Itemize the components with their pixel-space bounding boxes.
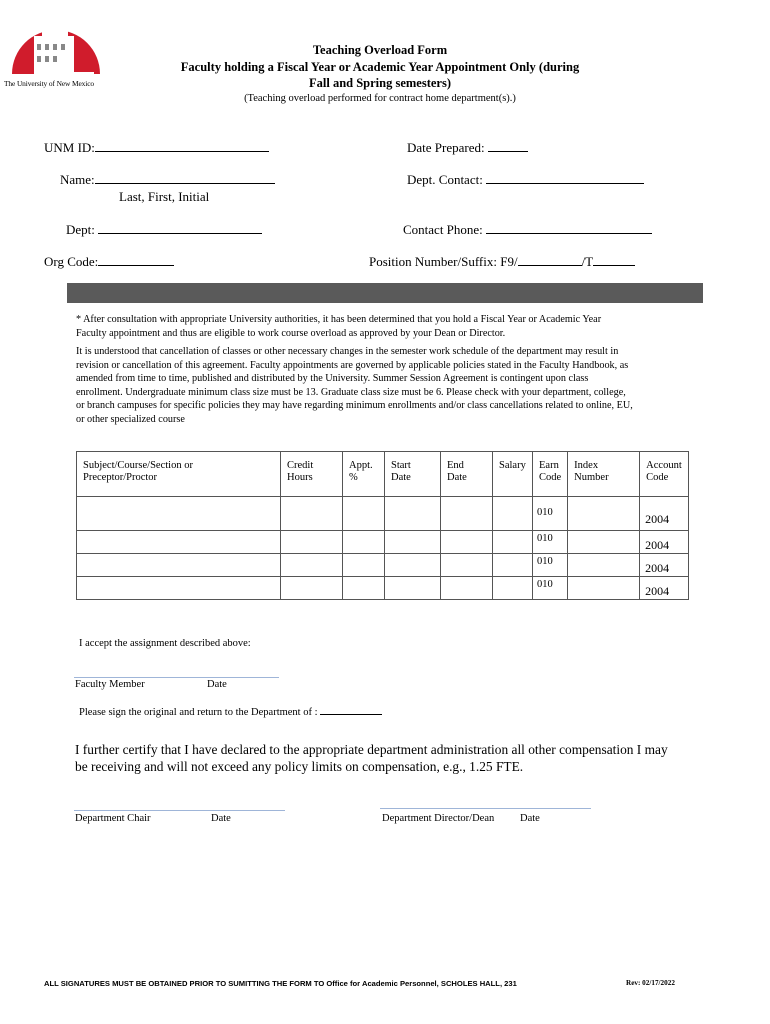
form-title-line2: Faculty holding a Fiscal Year or Academic Year Appointment Only (during	[180, 60, 580, 74]
dept-field[interactable]	[66, 221, 262, 238]
account-code-cell: 2004	[640, 577, 689, 600]
appt-cell[interactable]	[343, 577, 385, 600]
director-dean-label: Department Director/Dean	[382, 813, 495, 824]
org-code-label: Org Code:	[44, 254, 99, 269]
table-header-row	[77, 452, 689, 497]
table-row	[77, 531, 689, 554]
contact-phone-label: Contact Phone:	[403, 222, 483, 237]
end-cell[interactable]	[441, 497, 493, 531]
earn-code-cell: 010	[533, 531, 568, 554]
signature-notice: ALL SIGNATURES MUST BE OBTAINED PRIOR TO SUMITTING THE FORM TO Office for Academic Personnel, SCHOLES HALL, 231	[44, 979, 517, 988]
dept-contact-label: Dept. Contact:	[407, 172, 483, 187]
col-header-end-date: End Date	[441, 452, 493, 497]
table-row	[77, 577, 689, 600]
salary-cell[interactable]	[493, 497, 533, 531]
earn-code-cell: 010	[533, 497, 568, 531]
dept-contact-field[interactable]	[407, 171, 644, 188]
start-cell[interactable]	[385, 497, 441, 531]
faculty-member-label: Faculty Member	[75, 679, 145, 690]
appt-cell[interactable]	[343, 554, 385, 577]
credit-cell[interactable]	[281, 577, 343, 600]
index-cell[interactable]	[568, 577, 640, 600]
p2-line1: It is understood that cancellation of classes or other necessary changes in the semester work schedule of the department may result in	[76, 346, 619, 357]
account-code-cell: 2004	[640, 497, 689, 531]
appt-cell[interactable]	[343, 531, 385, 554]
appt-cell[interactable]	[343, 497, 385, 531]
return-department-input[interactable]	[320, 704, 382, 715]
subject-cell[interactable]	[77, 497, 281, 531]
department-chair-label: Department Chair	[75, 813, 151, 824]
table-row	[77, 497, 689, 531]
col-header-earn-code: Earn Code	[533, 452, 568, 497]
p2-line4: enrollment. Undergraduate minimum class size must be 13. Graduate class size must be 6. Please check with your department, college,	[76, 386, 626, 398]
p1-line2: Faculty appointment and thus are eligible to work course overload as approved by your Dean or Director.	[76, 327, 506, 339]
date-prepared-label: Date Prepared:	[407, 140, 485, 155]
col-header-salary: Salary	[493, 452, 533, 497]
chair-date-label: Date	[211, 813, 231, 824]
start-cell[interactable]	[385, 531, 441, 554]
credit-cell[interactable]	[281, 554, 343, 577]
p1-line1: * After consultation with appropriate University authorities, it has been determined that you hold a Fiscal Year or Academic Year	[76, 314, 602, 325]
position-number-field[interactable]	[369, 253, 635, 270]
end-cell[interactable]	[441, 531, 493, 554]
position-number-label: Position Number/Suffix: F9/	[369, 254, 518, 269]
subject-cell[interactable]	[77, 577, 281, 600]
account-code-cell: 2004	[640, 531, 689, 554]
director-signature-line[interactable]	[380, 808, 591, 809]
col-header-index-number: Index Number	[568, 452, 640, 497]
name-field[interactable]	[60, 171, 275, 188]
form-title-line1: Teaching Overload Form	[312, 43, 448, 57]
p2-line5: or branch campuses for specific policies they may have regarding minimum enrollments and/or class cancellations related to online, EU,	[76, 400, 633, 412]
position-suffix-label: /T	[581, 254, 594, 269]
unm-logo-graphic	[4, 14, 104, 76]
p2-line6: or other specialized course	[76, 413, 185, 425]
credit-cell[interactable]	[281, 497, 343, 531]
start-cell[interactable]	[385, 577, 441, 600]
unm-id-field[interactable]	[44, 139, 269, 156]
revision-date: Rev: 02/17/2022	[626, 979, 675, 987]
col-header-credit-hours: Credit Hours	[281, 452, 343, 497]
index-cell[interactable]	[568, 554, 640, 577]
col-header-account-code: Account Code	[640, 452, 689, 497]
logo-caption: The University of New Mexico	[4, 79, 94, 88]
policy-paragraph	[76, 345, 706, 427]
eligibility-paragraph	[76, 313, 706, 340]
account-code-cell: 2004	[640, 554, 689, 577]
name-hint: Last, First, Initial	[119, 189, 210, 204]
index-cell[interactable]	[568, 497, 640, 531]
start-cell[interactable]	[385, 554, 441, 577]
p2-line3: amended from time to time, published and distributed by the University. Summer Session Agreement is contingent upon class	[76, 373, 589, 385]
director-date-label: Date	[520, 813, 540, 824]
certification-text: I further certify that I have declared to the appropriate department administration all other compensation I may be receiving and will not exceed any policy limits on compensation, e.g., 1.25 FTE.	[75, 742, 668, 774]
chair-signature-line[interactable]	[74, 810, 285, 811]
form-subtitle: (Teaching overload performed for contract home department(s).)	[244, 93, 516, 104]
salary-cell[interactable]	[493, 554, 533, 577]
form-title-line3: Fall and Spring semesters)	[308, 76, 451, 90]
return-note: Please sign the original and return to the Department of :	[79, 704, 382, 718]
col-header-start-date: Start Date	[385, 452, 441, 497]
faculty-signature-line[interactable]	[74, 677, 279, 678]
salary-cell[interactable]	[493, 531, 533, 554]
index-cell[interactable]	[568, 531, 640, 554]
salary-cell[interactable]	[493, 577, 533, 600]
col-header-appt: Appt. %	[343, 452, 385, 497]
p2-line2: revision or cancellation of this agreement. Faculty appointments are governed by applicable policies stated in the Faculty Handbook, as	[76, 359, 629, 371]
end-cell[interactable]	[441, 554, 493, 577]
unm-logo	[4, 14, 104, 86]
name-label: Name:	[60, 172, 95, 187]
credit-cell[interactable]	[281, 531, 343, 554]
col-header-subject: Subject/Course/Section or Preceptor/Proctor	[77, 452, 281, 497]
table-row	[77, 554, 689, 577]
acceptance-statement: I accept the assignment described above:	[79, 638, 251, 649]
dept-label: Dept:	[66, 222, 95, 237]
earn-code-cell: 010	[533, 554, 568, 577]
earn-code-cell: 010	[533, 577, 568, 600]
org-code-field[interactable]	[44, 253, 174, 270]
section-divider-bar	[67, 283, 703, 303]
unm-id-label: UNM ID:	[44, 140, 95, 155]
subject-cell[interactable]	[77, 531, 281, 554]
date-prepared-field[interactable]	[407, 139, 528, 156]
subject-cell[interactable]	[77, 554, 281, 577]
end-cell[interactable]	[441, 577, 493, 600]
course-table	[76, 451, 689, 600]
contact-phone-field[interactable]	[403, 221, 652, 238]
faculty-date-label: Date	[207, 679, 227, 690]
